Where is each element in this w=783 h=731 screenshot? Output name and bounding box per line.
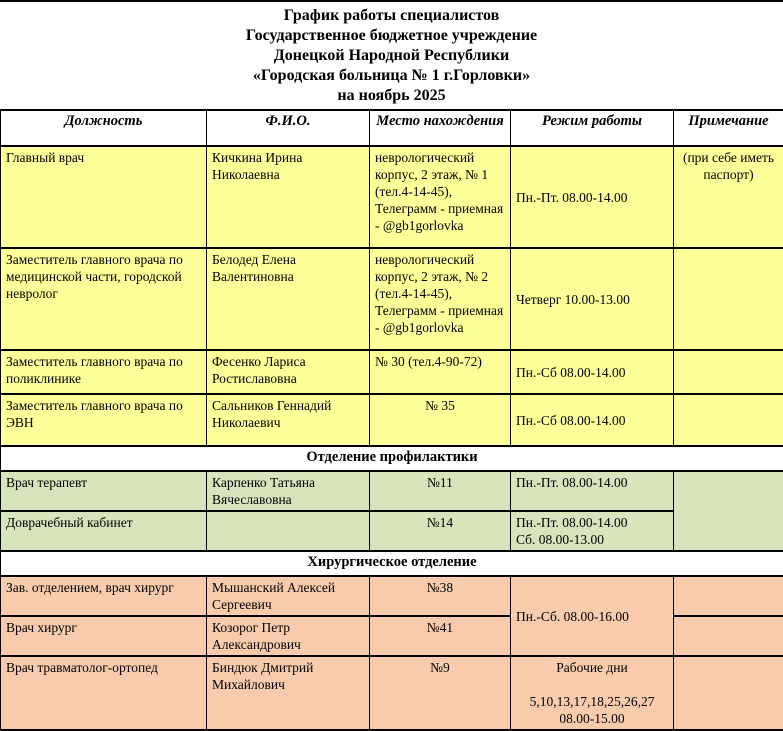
schedule-line: Сб. 08.00-13.00 xyxy=(516,531,668,548)
schedule-line: Рабочие дни xyxy=(516,659,668,676)
cell-position: Заместитель главного врача по поликлинике xyxy=(1,350,207,394)
section-title: Отделение профилактики xyxy=(1,446,783,471)
table-row xyxy=(1,248,783,350)
cell-schedule: Пн.-Сб 08.00-14.00 xyxy=(511,350,674,394)
table-row xyxy=(1,576,783,616)
cell-location: № 35 xyxy=(370,394,511,446)
cell-schedule xyxy=(511,656,674,730)
table-row xyxy=(1,146,783,248)
cell-position: Заместитель главного врача по медицинской части, городской невролог xyxy=(1,248,207,350)
title-line-1: График работы специалистов xyxy=(0,6,783,26)
schedule-line: Пн.-Пт. 08.00-14.00 xyxy=(516,514,668,531)
table-row xyxy=(1,471,783,511)
title-line-5: на ноябрь 2025 xyxy=(0,86,783,106)
cell-name: Мышанский Алексей Сергеевич xyxy=(207,576,370,616)
schedule-line: 08.00-15.00 xyxy=(516,710,668,727)
cell-position: Заместитель главного врача по ЭВН xyxy=(1,394,207,446)
title-line-4: «Городская больница № 1 г.Горловки» xyxy=(0,66,783,86)
cell-name: Белодед Елена Валентиновна xyxy=(207,248,370,350)
title-line-3: Донецкой Народной Республики xyxy=(0,46,783,66)
table-row xyxy=(1,656,783,730)
cell-name: Карпенко Татьяна Вячеславовна xyxy=(207,471,370,511)
cell-name: Фесенко Лариса Ростиславовна xyxy=(207,350,370,394)
cell-position: Доврачебный кабинет xyxy=(1,511,207,551)
cell-location: неврологический корпус, 2 этаж, № 2 (тел.4-14-45), Телеграмм - приемная - @gb1gorlovka xyxy=(370,248,511,350)
schedule-line: 5,10,13,17,18,25,26,27 xyxy=(516,693,668,710)
cell-position: Врач травматолог-ортопед xyxy=(1,656,207,730)
cell-note xyxy=(674,248,783,350)
table-row xyxy=(1,350,783,394)
cell-location: №41 xyxy=(370,616,511,656)
cell-location: №9 xyxy=(370,656,511,730)
cell-location: неврологический корпус, 2 этаж, № 1 (тел.4-14-45), Телеграмм - приемная - @gb1gorlovka xyxy=(370,146,511,248)
schedule-line xyxy=(516,676,668,693)
cell-position: Зав. отделением, врач хирург xyxy=(1,576,207,616)
header-fio: Ф.И.О. xyxy=(207,110,370,146)
schedule-table xyxy=(0,109,783,731)
cell-schedule xyxy=(511,511,674,551)
header-location: Место нахождения xyxy=(370,110,511,146)
cell-note-merged xyxy=(674,471,783,551)
header-note: Примечание xyxy=(674,110,783,146)
cell-note: (при себе иметь паспорт) xyxy=(674,146,783,248)
header-schedule: Режим работы xyxy=(511,110,674,146)
section-title: Хирургическое отделение xyxy=(1,551,783,576)
cell-location: №38 xyxy=(370,576,511,616)
table-row xyxy=(1,511,783,551)
cell-note xyxy=(674,350,783,394)
cell-note xyxy=(674,394,783,446)
cell-note xyxy=(674,616,783,656)
cell-note xyxy=(674,656,783,730)
title-line-2: Государственное бюджетное учреждение xyxy=(0,26,783,46)
document-title xyxy=(0,2,783,109)
cell-schedule: Пн.-Пт. 08.00-14.00 xyxy=(511,146,674,248)
cell-schedule: Пн.-Сб 08.00-14.00 xyxy=(511,394,674,446)
header-row xyxy=(1,110,783,146)
section-header-prophylaxis xyxy=(1,446,783,471)
cell-name: Сальников Геннадий Николаевич xyxy=(207,394,370,446)
cell-schedule: Пн.-Пт. 08.00-14.00 xyxy=(511,471,674,511)
cell-name: Козорог Петр Александрович xyxy=(207,616,370,656)
cell-location: № 30 (тел.4-90-72) xyxy=(370,350,511,394)
cell-position: Врач хирург xyxy=(1,616,207,656)
cell-name: Биндюк Дмитрий Михайлович xyxy=(207,656,370,730)
cell-position: Главный врач xyxy=(1,146,207,248)
cell-schedule-merged: Пн.-Сб. 08.00-16.00 xyxy=(511,576,674,656)
header-position: Должность xyxy=(1,110,207,146)
cell-name xyxy=(207,511,370,551)
section-header-surgery xyxy=(1,551,783,576)
table-row xyxy=(1,394,783,446)
cell-name: Кичкина Ирина Николаевна xyxy=(207,146,370,248)
cell-location: №14 xyxy=(370,511,511,551)
cell-location: №11 xyxy=(370,471,511,511)
cell-position: Врач терапевт xyxy=(1,471,207,511)
cell-schedule: Четверг 10.00-13.00 xyxy=(511,248,674,350)
cell-note xyxy=(674,576,783,616)
